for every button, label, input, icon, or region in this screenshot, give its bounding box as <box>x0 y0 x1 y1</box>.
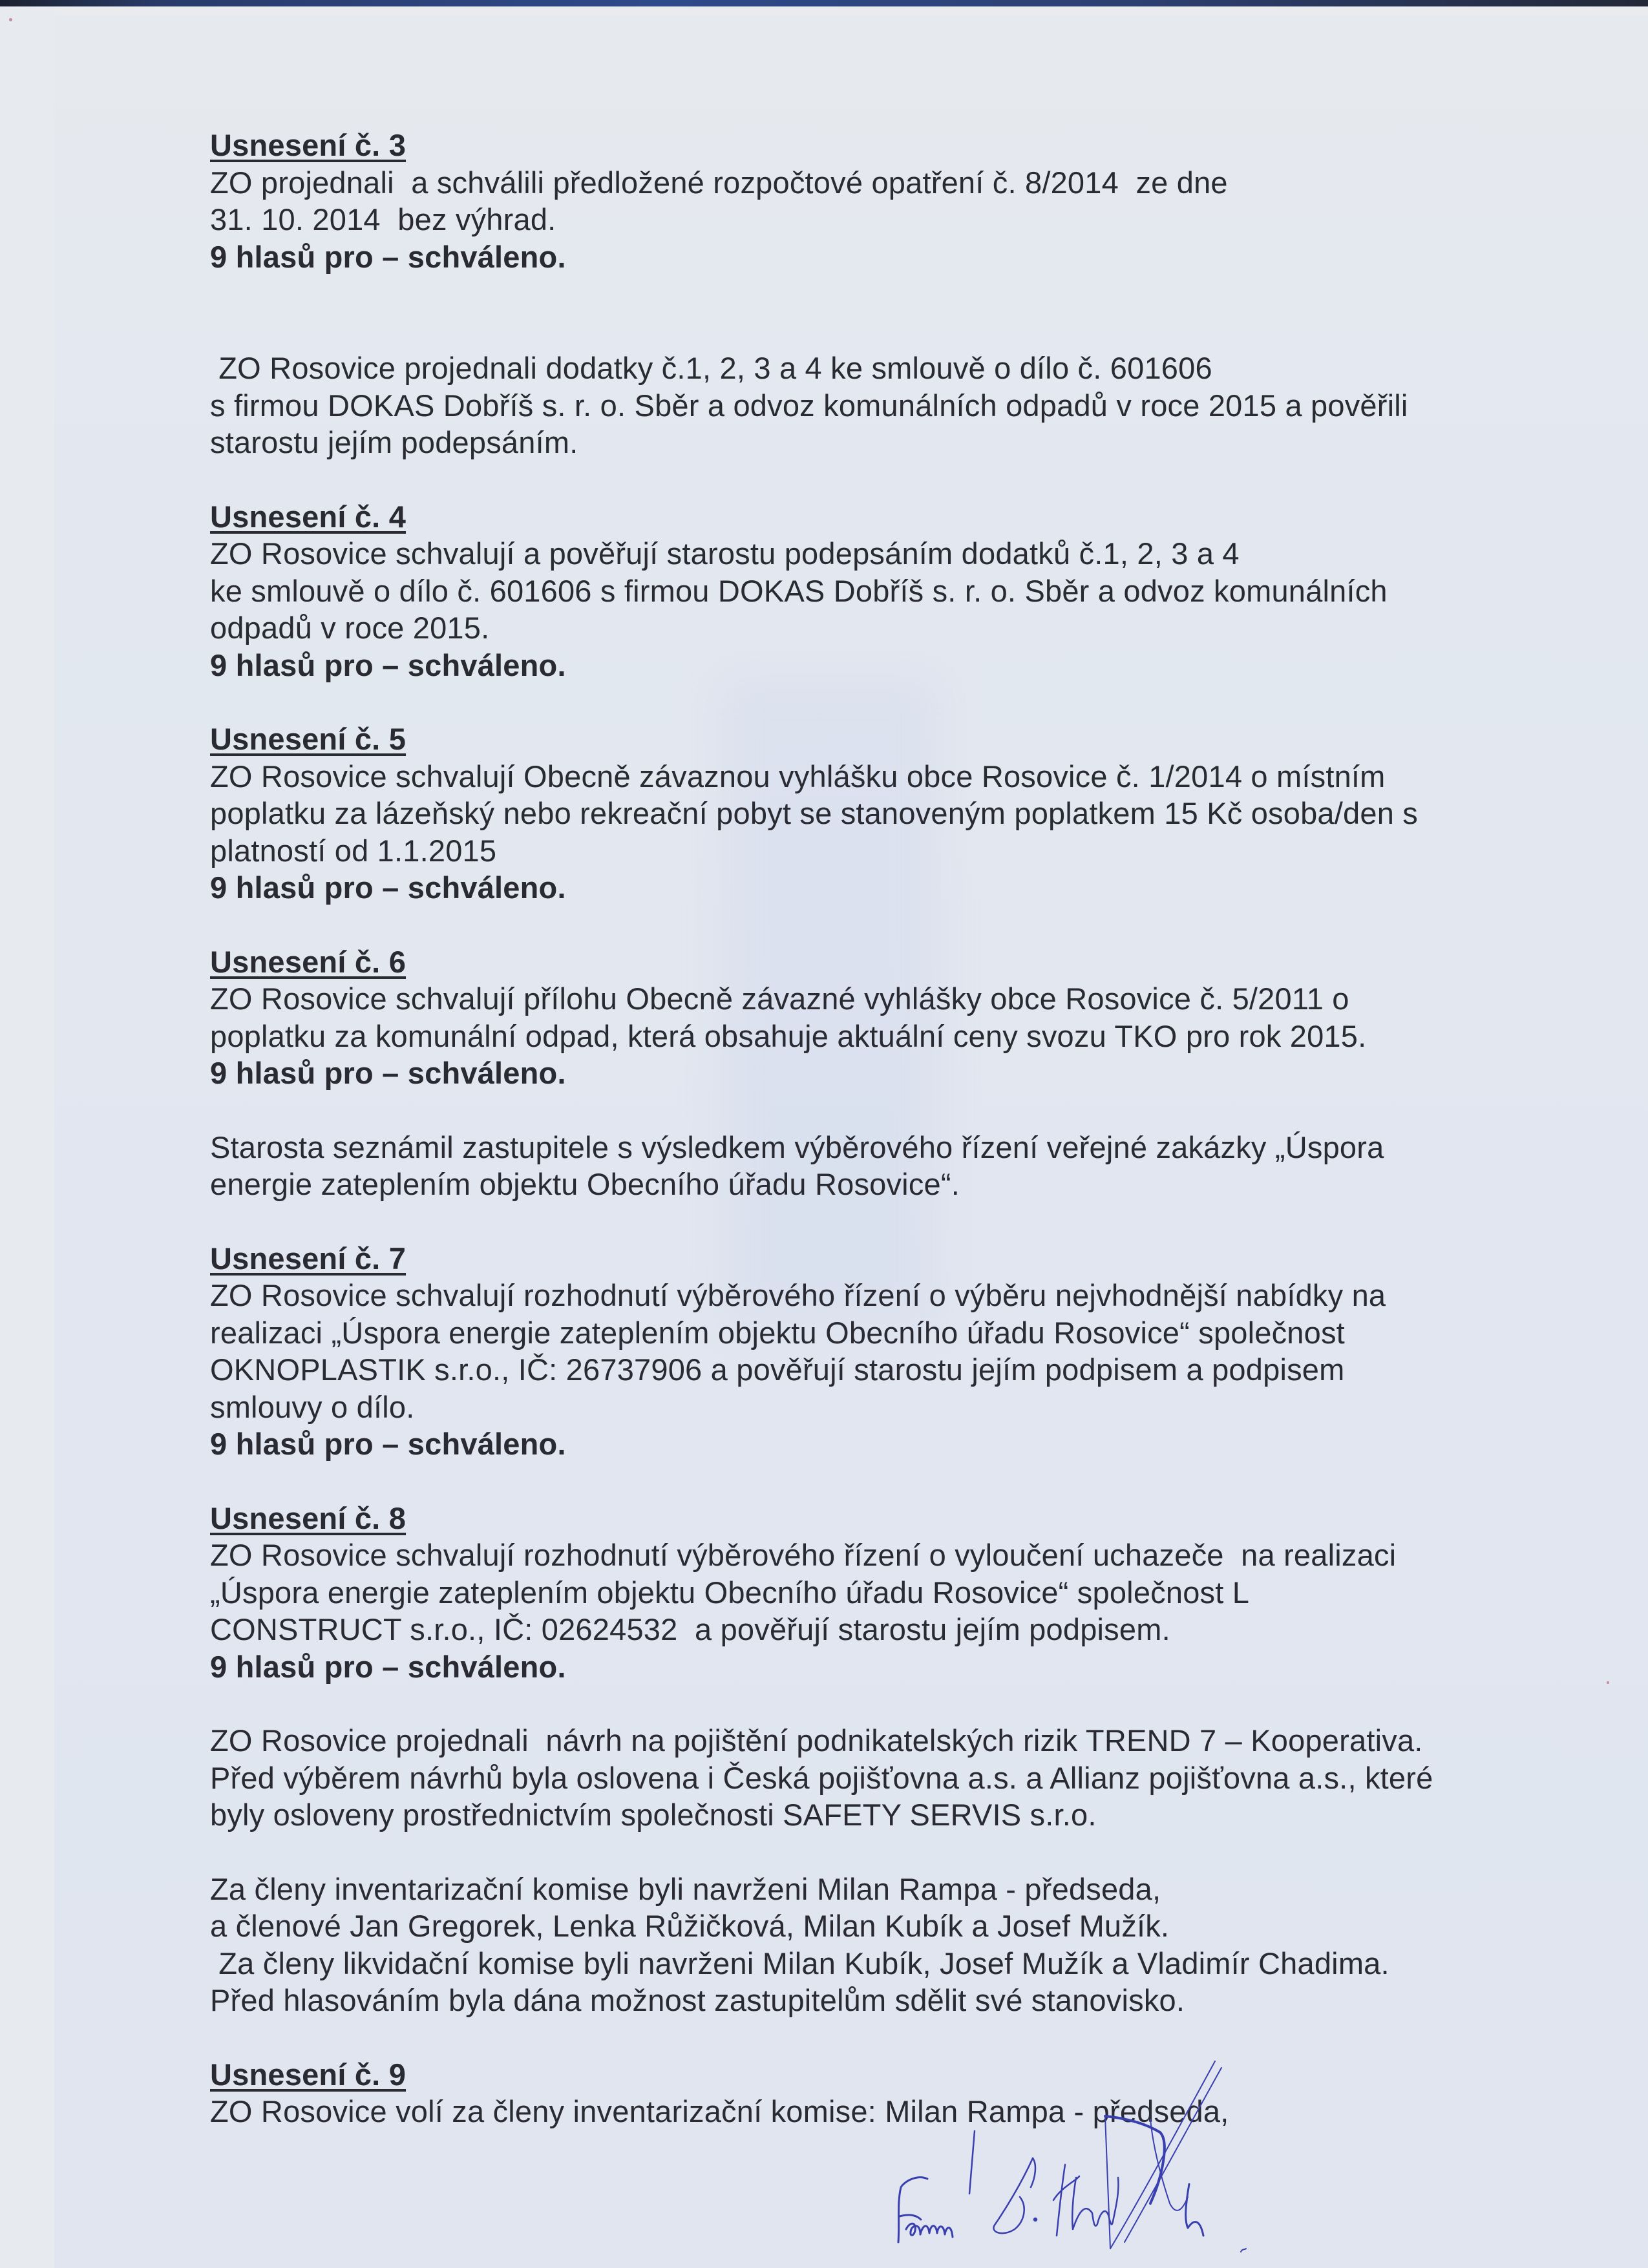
resolution-text-line: ZO Rosovice volí za členy inventarizační komise: Milan Rampa - předseda, <box>210 2094 1229 2128</box>
resolution-text-line: OKNOPLASTIK s.r.o., IČ: 26737906 a pověřují starostu jejím podpisem a podpisem <box>210 1352 1345 1387</box>
resolution-text-line: ZO projednali a schválili předložené rozpočtové opatření č. 8/2014 ze dne <box>210 165 1228 200</box>
paragraph-line: energie zateplením objektu Obecního úřadu Rosovice“. <box>210 1167 960 1201</box>
vote-result: 9 hlasů pro – schváleno. <box>210 647 566 682</box>
resolution-text-line: ke smlouvě o dílo č. 601606 s firmou DOKAS Dobříš s. r. o. Sběr a odvoz komunálních <box>210 573 1388 608</box>
spacer <box>210 1463 1503 1500</box>
resolution-text-line: ZO Rosovice schvalují rozhodnutí výběrového řízení o výběru nejvhodnější nabídky na <box>210 1278 1386 1312</box>
scan-top-edge <box>0 0 1648 6</box>
signature-1 <box>898 2131 975 2242</box>
scan-top-edge-shadow <box>0 6 1648 16</box>
resolution-text-line: „Úspora energie zateplením objektu Obecního úřadu Rosovice“ společnost L <box>210 1575 1250 1610</box>
resolution-heading: Usnesení č. 4 <box>210 499 407 534</box>
vote-result: 9 hlasů pro – schváleno. <box>210 1427 566 1461</box>
resolution-5 <box>210 720 1503 907</box>
vote-result: 9 hlasů pro – schváleno. <box>210 239 566 274</box>
paragraph-line: starostu jejím podepsáním. <box>210 425 578 459</box>
paragraph-line: Starosta seznámil zastupitele s výsledkem výběrového řízení veřejné zakázky „Úspora <box>210 1129 1384 1164</box>
resolution-text-line: ZO Rosovice schvalují rozhodnutí výběrového řízení o vyloučení uchazeče na realizaci <box>210 1538 1397 1572</box>
paragraph-line: ZO Rosovice projednali dodatky č.1, 2, 3 a 4 ke smlouvě o dílo č. 601606 <box>210 351 1212 385</box>
resolution-heading: Usnesení č. 7 <box>210 1241 407 1276</box>
spacer <box>210 1092 1503 1129</box>
resolution-heading: Usnesení č. 9 <box>210 2057 407 2092</box>
resolution-heading: Usnesení č. 8 <box>210 1500 407 1535</box>
vote-result: 9 hlasů pro – schváleno. <box>210 1649 566 1684</box>
minutes-body <box>210 127 1503 2130</box>
resolution-4 <box>210 498 1503 684</box>
spacer <box>210 1203 1503 1240</box>
resolution-text-line: ZO Rosovice schvalují přílohu Obecně závazné vyhlášky obce Rosovice č. 5/2011 o <box>210 982 1349 1016</box>
spacer <box>210 275 1503 350</box>
paragraph-commissions <box>210 1871 1503 2019</box>
spacer <box>210 907 1503 943</box>
paragraph-insurance <box>210 1722 1503 1834</box>
paragraph-line: Za členy likvidační komise byli navrženi Milan Kubík, Josef Mužík a Vladimír Chadima. <box>210 1946 1389 1980</box>
paragraph-line: Před hlasováním byla dána možnost zastupitelům sdělit své stanovisko. <box>210 1983 1185 2017</box>
scan-left-margin <box>0 6 54 2268</box>
signature-2 <box>993 2158 1118 2236</box>
scan-speck <box>9 18 12 21</box>
paragraph-line: ZO Rosovice projednali návrh na pojištění podnikatelských rizik TREND 7 – Kooperativa. <box>210 1723 1423 1758</box>
resolution-text-line: platností od 1.1.2015 <box>210 833 497 868</box>
resolution-text-line: poplatku za komunální odpad, která obsahuje aktuální ceny svozu TKO pro rok 2015. <box>210 1018 1367 1053</box>
paragraph-line: Před výběrem návrhů byla oslovena i Česká pojišťovna a.s. a Allianz pojišťovna a.s., které <box>210 1760 1433 1795</box>
resolution-8 <box>210 1500 1503 1686</box>
spacer <box>210 2019 1503 2056</box>
paragraph-dodatky <box>210 350 1503 461</box>
scan-speck <box>1607 1681 1609 1684</box>
resolution-heading: Usnesení č. 6 <box>210 944 407 979</box>
resolution-7 <box>210 1240 1503 1463</box>
resolution-text-line: realizaci „Úspora energie zateplením objektu Obecního úřadu Rosovice“ společnost <box>210 1315 1345 1350</box>
resolution-text-line: ZO Rosovice schvalují Obecně závaznou vyhlášku obce Rosovice č. 1/2014 o místním <box>210 759 1386 793</box>
resolution-text-line: 31. 10. 2014 bez výhrad. <box>210 202 556 236</box>
paragraph-line: s firmou DOKAS Dobříš s. r. o. Sběr a odvoz komunálních odpadů v roce 2015 a pověřili <box>210 388 1408 423</box>
resolution-text-line: ZO Rosovice schvalují a pověřují starostu podepsáním dodatků č.1, 2, 3 a 4 <box>210 536 1240 571</box>
resolution-6 <box>210 943 1503 1092</box>
vote-result: 9 hlasů pro – schváleno. <box>210 870 566 905</box>
resolution-text-line: poplatku za lázeňský nebo rekreační pobyt se stanoveným poplatkem 15 Kč osoba/den s <box>210 796 1418 830</box>
resolution-heading: Usnesení č. 5 <box>210 722 407 756</box>
paragraph-line: Za členy inventarizační komise byli navrženi Milan Rampa - předseda, <box>210 1871 1161 1906</box>
paragraph-line: byly osloveny prostřednictvím společnosti SAFETY SERVIS s.r.o. <box>210 1798 1097 1832</box>
spacer <box>210 684 1503 720</box>
spacer <box>210 461 1503 498</box>
paragraph-starosta <box>210 1129 1503 1203</box>
signature-3 <box>1105 2061 1246 2252</box>
resolution-heading: Usnesení č. 3 <box>210 128 407 162</box>
spacer <box>210 1685 1503 1722</box>
resolution-text-line: smlouvy o dílo. <box>210 1389 415 1424</box>
spacer <box>210 1834 1503 1871</box>
handwritten-signatures <box>892 2055 1538 2262</box>
resolution-text-line: CONSTRUCT s.r.o., IČ: 02624532 a pověřují starostu jejím podpisem. <box>210 1612 1170 1646</box>
resolution-text-line: odpadů v roce 2015. <box>210 611 490 645</box>
resolution-3 <box>210 127 1503 275</box>
vote-result: 9 hlasů pro – schváleno. <box>210 1056 566 1090</box>
paragraph-line: a členové Jan Gregorek, Lenka Růžičková, Milan Kubík a Josef Mužík. <box>210 1909 1170 1943</box>
